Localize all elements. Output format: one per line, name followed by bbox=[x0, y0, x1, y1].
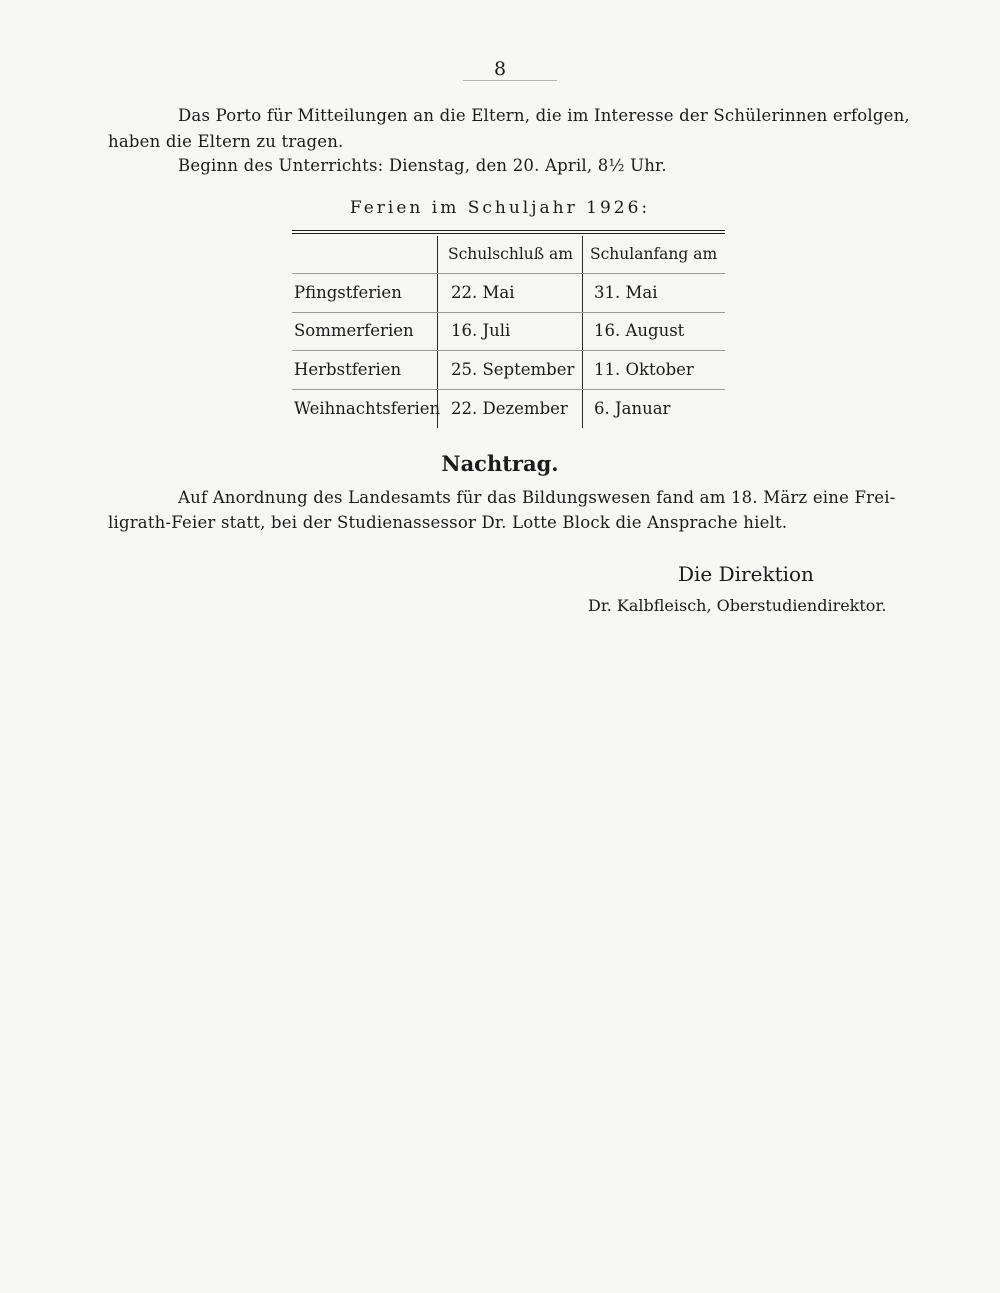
nachtrag-paragraph-line-1: Auf Anordnung des Landesamts für das Bildungswesen fand am 18. März eine Frei- bbox=[178, 488, 896, 507]
row-schulschluss: 22. Mai bbox=[451, 283, 515, 302]
table-row-rule bbox=[292, 312, 725, 313]
table-title: Ferien im Schuljahr 1926: bbox=[349, 198, 651, 218]
row-schulanfang: 31. Mai bbox=[594, 283, 658, 302]
nachtrag-paragraph-line-2: ligrath-Feier statt, bei der Studienassessor Dr. Lotte Block die Ansprache hielt. bbox=[108, 513, 788, 532]
beginn-paragraph: Beginn des Unterrichts: Dienstag, den 20. April, 8½ Uhr. bbox=[178, 156, 667, 175]
table-top-rule-2 bbox=[292, 233, 725, 234]
row-schulschluss: 25. September bbox=[451, 360, 575, 379]
table-top-rule bbox=[292, 230, 725, 231]
page-number-rule bbox=[463, 80, 557, 81]
signature-name: Dr. Kalbfleisch, Oberstudiendirektor. bbox=[588, 596, 887, 615]
signature-direktion: Die Direktion bbox=[678, 562, 814, 586]
column-header-schulanfang: Schulanfang am bbox=[590, 245, 718, 263]
row-schulschluss: 16. Juli bbox=[451, 321, 511, 340]
nachtrag-heading: Nachtrag. bbox=[441, 451, 559, 476]
row-schulanfang: 6. Januar bbox=[594, 399, 671, 418]
table-column-divider-2 bbox=[582, 236, 583, 428]
column-header-schulschluss: Schulschluß am bbox=[448, 245, 573, 263]
porto-paragraph-line-2: haben die Eltern zu tragen. bbox=[108, 132, 344, 151]
page-number: 8 bbox=[493, 58, 507, 80]
row-schulanfang: 11. Oktober bbox=[594, 360, 694, 379]
row-label: Herbstferien bbox=[294, 360, 402, 379]
row-label: Pfingstferien bbox=[294, 283, 402, 302]
porto-paragraph-line-1: Das Porto für Mitteilungen an die Eltern, die im Interesse der Schülerinnen erfolgen, bbox=[178, 106, 910, 125]
row-schulschluss: 22. Dezember bbox=[451, 399, 568, 418]
table-row-rule bbox=[292, 350, 725, 351]
table-header-rule bbox=[292, 273, 725, 274]
row-label: Sommerferien bbox=[294, 321, 414, 340]
row-label: Weihnachtsferien bbox=[294, 399, 441, 418]
table-row-rule bbox=[292, 389, 725, 390]
row-schulanfang: 16. August bbox=[594, 321, 685, 340]
